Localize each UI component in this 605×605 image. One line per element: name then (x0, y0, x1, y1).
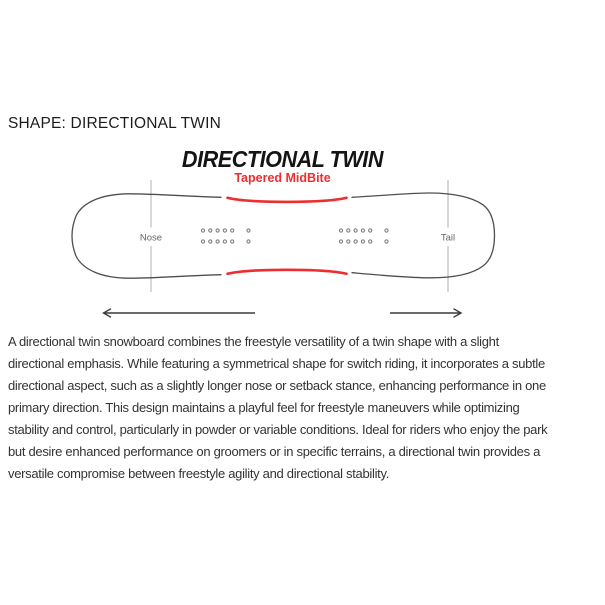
nose-guide-line (140, 180, 162, 292)
nose-label: Nose (139, 232, 163, 244)
midbite-edge-bottom (228, 270, 347, 274)
description-line: A directional twin snowboard combines the freestyle versatility of a twin shape with a slight (8, 334, 499, 349)
description-line: primary direction. This design maintains a playful feel for freestyle maneuvers while optimizing (8, 400, 520, 415)
tail-label: Tail (440, 232, 456, 244)
description-line: versatile compromise between freestyle agility and directional stability. (8, 466, 390, 481)
diagram-subtitle: Tapered MidBite (234, 171, 331, 185)
tail-guide-line (441, 180, 455, 292)
shape-description (8, 331, 602, 485)
insert-pack-front (201, 229, 250, 243)
board-outline-tail (352, 193, 495, 278)
description-line: but desire enhanced performance on groomers or in specific terrains, a directional twin provides a (8, 444, 541, 459)
description-line: stability and control, particularly in powder or variable conditions. Ideal for riders who enjoy the park (8, 422, 548, 437)
tail-direction-arrow (390, 309, 461, 318)
description-line: directional emphasis. While featuring a symmetrical shape for switch riding, it incorporates a subtle (8, 356, 545, 371)
section-heading: SHAPE: DIRECTIONAL TWIN (8, 115, 222, 132)
midbite-edge-top (228, 198, 347, 202)
description-line: directional aspect, such as a slightly longer nose or setback stance, enhancing performance in one (8, 378, 546, 393)
insert-pack-back (339, 229, 388, 243)
nose-direction-arrow (104, 309, 256, 318)
diagram-title: DIRECTIONAL TWIN (181, 146, 384, 172)
